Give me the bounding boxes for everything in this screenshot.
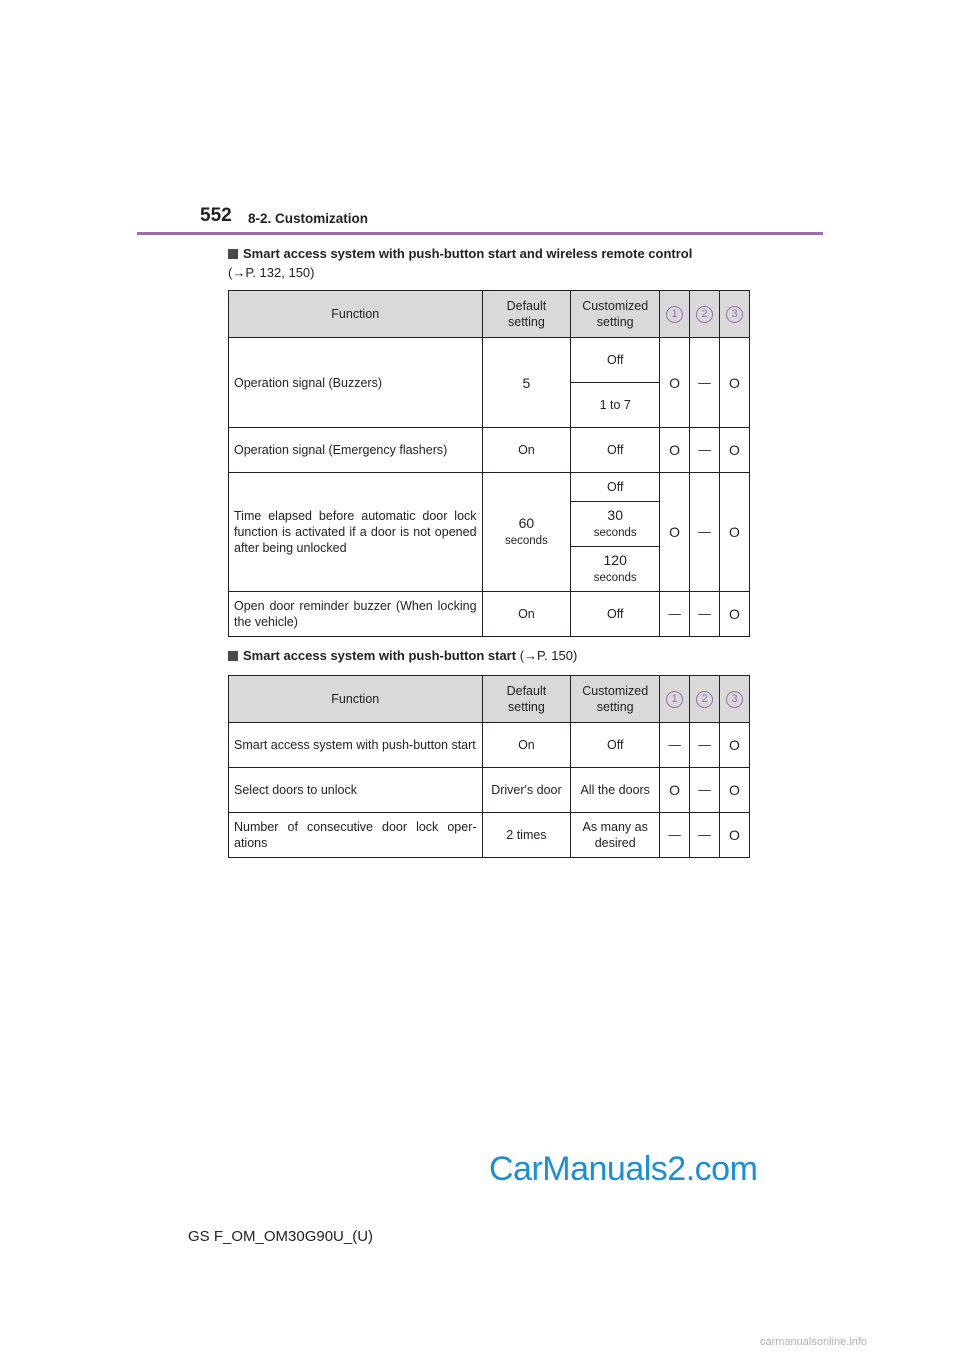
cell-c1: — — [660, 592, 690, 637]
section2-ref: (→P. 150) — [519, 648, 578, 663]
circled-number-icon: 3 — [726, 691, 743, 708]
watermark-domain: carmanualsonline.info — [760, 1336, 868, 1348]
table-row — [229, 338, 750, 383]
section2-table — [228, 675, 750, 858]
square-bullet-icon — [228, 249, 238, 259]
col-2 — [690, 291, 720, 338]
cell-option — [571, 547, 660, 592]
circled-number-icon: 2 — [696, 691, 713, 708]
cell-c2: — — [690, 338, 720, 428]
default-unit: seconds — [505, 535, 548, 547]
table-row — [229, 428, 750, 473]
cell-option: As many as desired — [571, 813, 660, 858]
section-title: 8-2. Customization — [248, 211, 369, 226]
cell-c2: — — [690, 723, 720, 768]
cell-c3: O — [720, 338, 750, 428]
section1-title: Smart access system with push-button start and wireless remote control — [243, 246, 693, 261]
cell-c3: O — [720, 813, 750, 858]
col-2 — [690, 676, 720, 723]
circled-number-icon: 1 — [666, 691, 683, 708]
col-1 — [660, 291, 690, 338]
cell-c2: — — [690, 473, 720, 592]
circled-number-icon: 3 — [726, 306, 743, 323]
cell-default: 2 times — [482, 813, 571, 858]
cell-option: Off — [571, 428, 660, 473]
cell-function: Number of consecutive door lock oper- ations — [229, 813, 483, 858]
cell-c2: — — [690, 592, 720, 637]
page-number: 552 — [200, 205, 232, 226]
square-bullet-icon — [228, 651, 238, 661]
cell-c3: O — [720, 428, 750, 473]
cell-c1: O — [660, 338, 690, 428]
option-unit: seconds — [593, 572, 637, 584]
cell-c3: O — [720, 768, 750, 813]
col-3 — [720, 676, 750, 723]
cell-option: 1 to 7 — [571, 383, 660, 428]
cell-default: 5 — [482, 338, 571, 428]
col-function: Function — [229, 291, 483, 338]
section1-heading — [228, 244, 692, 282]
cell-option: All the doors — [571, 768, 660, 813]
table-header-row — [229, 676, 750, 723]
header-rule — [137, 232, 823, 235]
cell-function: Time elapsed before automatic door lock function is activated if a door is not opened after being unlocked — [229, 473, 483, 592]
section1-ref: (→P. 132, 150) — [228, 265, 315, 280]
col-default: Default setting — [482, 676, 571, 723]
cell-function: Smart access system with push-button start — [229, 723, 483, 768]
cell-function: Open door reminder buzzer (When locking the vehicle) — [229, 592, 483, 637]
cell-option — [571, 502, 660, 547]
table-row — [229, 723, 750, 768]
table-row — [229, 813, 750, 858]
col-customized: Customized setting — [571, 676, 660, 723]
cell-c1: O — [660, 473, 690, 592]
col-customized: Customized setting — [571, 291, 660, 338]
cell-option: Off — [571, 473, 660, 502]
cell-c2: — — [690, 813, 720, 858]
col-function: Function — [229, 676, 483, 723]
cell-option: Off — [571, 592, 660, 637]
cell-c1: O — [660, 428, 690, 473]
col-default: Default setting — [482, 291, 571, 338]
circled-number-icon: 2 — [696, 306, 713, 323]
section2-title: Smart access system with push-button start — [243, 648, 517, 663]
cell-default: Driver's door — [482, 768, 571, 813]
cell-function: Select doors to unlock — [229, 768, 483, 813]
cell-c2: — — [690, 768, 720, 813]
default-value: 60 — [518, 515, 535, 531]
section1-table — [228, 290, 750, 637]
cell-c1: — — [660, 723, 690, 768]
cell-default: On — [482, 428, 571, 473]
cell-c1: O — [660, 768, 690, 813]
circled-number-icon: 1 — [666, 306, 683, 323]
cell-c2: — — [690, 428, 720, 473]
cell-option: Off — [571, 338, 660, 383]
cell-default: On — [482, 592, 571, 637]
watermark-logo: CarManuals2.com — [489, 1150, 758, 1188]
col-3 — [720, 291, 750, 338]
cell-function: Operation signal (Emergency flashers) — [229, 428, 483, 473]
cell-function: Operation signal (Buzzers) — [229, 338, 483, 428]
cell-c3: O — [720, 592, 750, 637]
option-value: 120 — [603, 552, 627, 568]
table-row — [229, 473, 750, 502]
table-row — [229, 768, 750, 813]
table-row — [229, 592, 750, 637]
option-unit: seconds — [593, 527, 637, 539]
option-value: 30 — [607, 507, 623, 523]
cell-default — [482, 473, 571, 592]
footer-doc-code: GS F_OM_OM30G90U_(U) — [188, 1228, 374, 1245]
cell-c1: — — [660, 813, 690, 858]
col-1 — [660, 676, 690, 723]
cell-default: On — [482, 723, 571, 768]
table-header-row — [229, 291, 750, 338]
page-header — [200, 205, 820, 235]
section2-heading — [228, 646, 577, 665]
cell-c3: O — [720, 723, 750, 768]
cell-option: Off — [571, 723, 660, 768]
cell-c3: O — [720, 473, 750, 592]
